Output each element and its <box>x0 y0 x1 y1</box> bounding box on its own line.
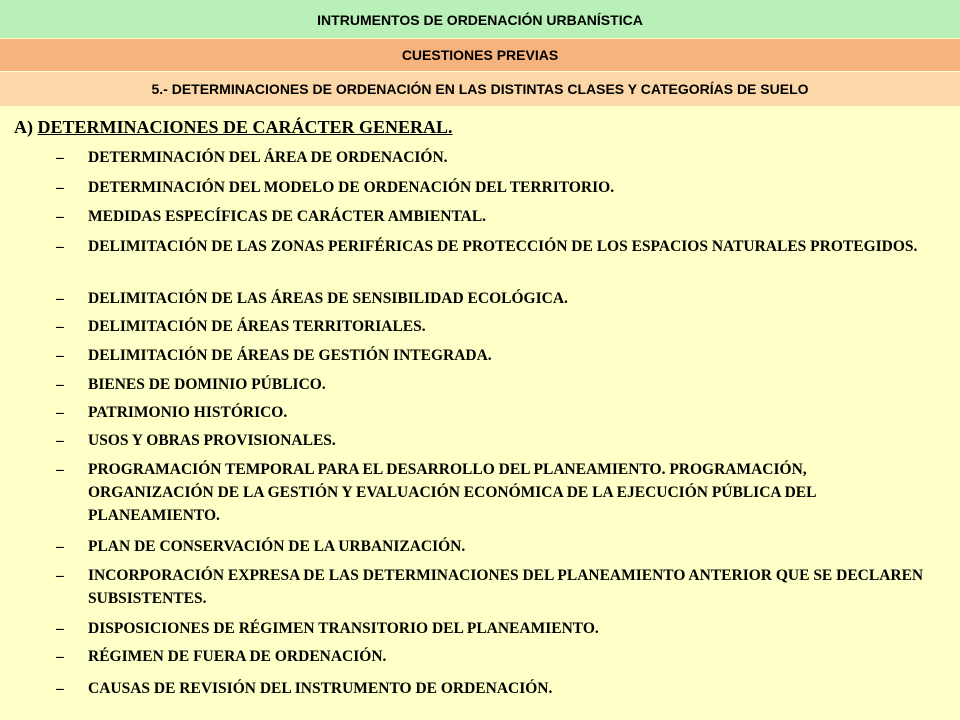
bullet-dash: – <box>56 538 64 555</box>
list-item <box>56 429 936 452</box>
bullet-dash: – <box>56 567 64 584</box>
bullet-dash: – <box>56 149 64 166</box>
list-item-text: PATRIMONIO HISTÓRICO. <box>88 404 288 421</box>
list-item <box>56 401 936 424</box>
list-item-text: DELIMITACIÓN DE LAS ZONAS PERIFÉRICAS DE PROTECCIÓN DE LOS ESPACIOS NATURALES PROTEGIDOS. <box>88 238 918 255</box>
list-item <box>56 645 936 668</box>
bullet-dash: – <box>56 620 64 637</box>
list-item <box>56 176 936 199</box>
list-item-text: DELIMITACIÓN DE LAS ÁREAS DE SENSIBILIDAD ECOLÓGICA. <box>88 290 568 307</box>
list-item-text: DELIMITACIÓN DE ÁREAS DE GESTIÓN INTEGRADA. <box>88 347 492 364</box>
bullet-dash: – <box>56 208 64 225</box>
list-item-text: RÉGIMEN DE FUERA DE ORDENACIÓN. <box>88 648 387 665</box>
page-title: INTRUMENTOS DE ORDENACIÓN URBANÍSTICA <box>0 0 960 38</box>
bullet-dash: – <box>56 648 64 665</box>
list-item <box>56 287 936 310</box>
list-item <box>56 315 936 338</box>
list-item <box>56 535 936 558</box>
list-item-text: PLAN DE CONSERVACIÓN DE LA URBANIZACIÓN. <box>88 538 466 555</box>
list-item-text: DETERMINACIÓN DEL ÁREA DE ORDENACIÓN. <box>88 149 448 166</box>
bullet-dash: – <box>56 461 64 478</box>
list-item-text: PROGRAMACIÓN TEMPORAL PARA EL DESARROLLO DEL PLANEAMIENTO. PROGRAMACIÓN, ORGANIZACIÓN DE LA GESTIÓN Y EVALUACIÓN ECONÓMICA DE LA EJECUCIÓN PÚBLICA DEL PLANEAMIENTO. <box>88 461 816 524</box>
page-subtitle: CUESTIONES PREVIAS <box>0 39 960 71</box>
list-item-text: DISPOSICIONES DE RÉGIMEN TRANSITORIO DEL PLANEAMIENTO. <box>88 620 599 637</box>
bullet-dash: – <box>56 318 64 335</box>
list-item-text: INCORPORACIÓN EXPRESA DE LAS DETERMINACIONES DEL PLANEAMIENTO ANTERIOR QUE SE DECLAREN SUBSISTENTES. <box>88 567 924 607</box>
bullet-dash: – <box>56 376 64 393</box>
bullet-dash: – <box>56 290 64 307</box>
list-item <box>56 458 936 527</box>
list-item <box>56 235 936 258</box>
list-item-text: MEDIDAS ESPECÍFICAS DE CARÁCTER AMBIENTAL. <box>88 208 487 225</box>
list-item <box>56 617 936 640</box>
list-item <box>56 205 936 228</box>
bullet-dash: – <box>56 680 64 697</box>
bullet-dash: – <box>56 347 64 364</box>
list-item-text: BIENES DE DOMINIO PÚBLICO. <box>88 376 326 393</box>
list-item-text: DETERMINACIÓN DEL MODELO DE ORDENACIÓN DEL TERRITORIO. <box>88 179 615 196</box>
bullet-dash: – <box>56 404 64 421</box>
list-item-text: DELIMITACIÓN DE ÁREAS TERRITORIALES. <box>88 318 426 335</box>
list-item-text: CAUSAS DE REVISIÓN DEL INSTRUMENTO DE ORDENACIÓN. <box>88 680 553 697</box>
list-item <box>56 146 936 169</box>
list-item <box>56 344 936 367</box>
list-item <box>56 677 936 700</box>
list-item-text: USOS Y OBRAS PROVISIONALES. <box>88 432 336 449</box>
section-heading <box>14 117 453 138</box>
section-heading-text: DETERMINACIONES DE CARÁCTER GENERAL. <box>37 117 453 137</box>
section-title-bar: 5.- DETERMINACIONES DE ORDENACIÓN EN LAS DISTINTAS CLASES Y CATEGORÍAS DE SUELO <box>0 72 960 106</box>
list-item <box>56 564 936 610</box>
list-item <box>56 373 936 396</box>
bullet-dash: – <box>56 179 64 196</box>
bullet-dash: – <box>56 432 64 449</box>
bullet-dash: – <box>56 238 64 255</box>
section-heading-prefix: A) <box>14 117 33 137</box>
